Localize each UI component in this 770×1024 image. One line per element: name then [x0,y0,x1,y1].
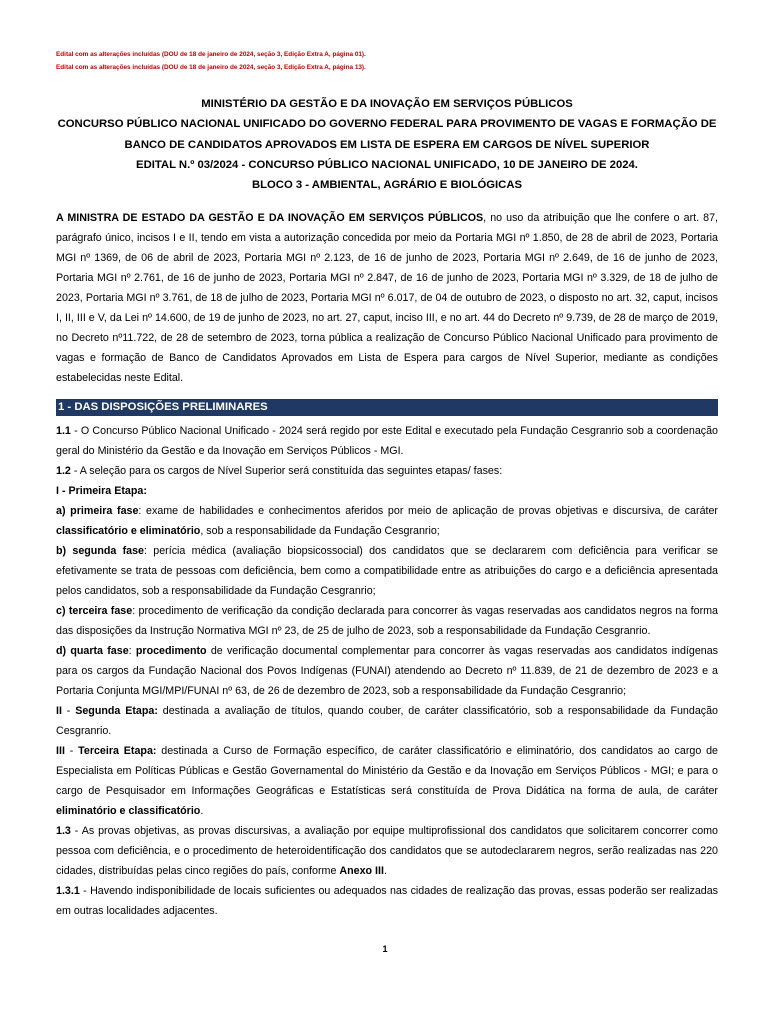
item-a [56,501,718,541]
contest-title: CONCURSO PÚBLICO NACIONAL UNIFICADO DO GOVERNO FEDERAL PARA PROVIMENTO DE VAGAS E FORMAÇÃO DE BANCO DE CANDIDATOS APROVADOS EM LISTA DE ESPERA EM CARGOS DE NÍVEL SUPERIOR [57,118,717,151]
item-c [56,601,718,641]
page-number: 1 [382,944,388,954]
emphasis: eliminatório e classificatório [56,805,201,818]
intro-text: , no uso da atribuição que lhe confere o art. 87, parágrafo único, incisos I e II, tendo em vista a autorização concedida por meio da Portaria MGI nº 1.850, de 28 de abril de 2023, Portaria MGI nº 1369, de 06 de abril de 2023, Portaria MGI nº 2.123, de 16 de junho de 2023, Portaria MGI nº 2.649, de 16 de junho de 2023, Portaria MGI nº 2.761, de 16 de junho de 2023, Portaria MGI nº 2.847, de 16 de junho de 2023, Portaria MGI nº 3.329, de 18 de julho de 2023, Portaria MGI nº 3.761, de 18 de julho de 2023, Portaria MGI nº 6.017, de 04 de outubro de 2023, o disposto no art. 32, caput, incisos I, II, III e V, da Lei nº 14.600, de 19 de junho de 2023, no art. 27, caput, inciso III, e no art. 44 do Decreto nº 9.739, de 28 de março de 2019, no Decreto nº11.722, de 28 de setembro de 2023, torna pública a realização de Concurso Público Nacional Unificado para provimento de vagas e formação de Banco de Candidatos Aprovados em Lista de Espera para cargos de Nível Superior, mediante as condições estabelecidas neste Edital. [56,212,718,385]
emphasis: Anexo III [339,865,384,878]
item-number: 1.3.1 [56,885,80,898]
paragraph-text: - As provas objetivas, as provas discursivas, a avaliação por equipe multiprofissional dos candidatos que solicitarem concorrer como pessoa com deficiência, e o procedimento de heteroidentificação dos candidatos que se autodeclararem negros, serão realizadas nas 220 cidades, distribuídas pelas cinco regiões do país, conforme [56,825,718,878]
paragraph-text: . [200,805,204,818]
item-number: 1.2 [56,465,71,478]
paragraph-text: - A seleção para os cargos de Nível Superior será constituída das seguintes etapas/ fases: [70,465,503,478]
ministry-title: MINISTÉRIO DA GESTÃO E DA INOVAÇÃO EM SERVIÇOS PÚBLICOS [201,98,573,110]
item-d [56,641,718,701]
edit-note: Edital com as alterações incluídas (DOU de 18 de janeiro de 2024, seção 3, Edição Extra A, página 01). [56,51,366,58]
paragraph-text: destinada a Curso de Formação específico, de caráter classificatório e eliminatório, dos candidatos ao cargo de Especialista em Políticas Públicas e Gestão Governamental do Ministério da Gestão e da Inovação em Serviços Públicos - MGI; e para o cargo de Pesquisador em Informações Geográficas e Estatísticas será constituída de Prova Didática na forma de aula, de caráter [56,745,718,798]
paragraph-1-3 [56,821,718,881]
item-label: c) terceira fase [56,605,133,618]
item-number: II [56,705,62,718]
paragraph-text: de verificação documental complementar para concorrer às vagas reservadas aos candidatos indígenas para os cargos da Fundação Nacional dos Povos Indígenas (FUNAI) atendendo ao Decreto nº 11.839, de 21 de dezembro de 2023 e a Portaria Conjunta MGI/MPI/FUNAI nº 63, de 26 de dezembro de 2023, sob a responsabilidade da Fundação Cesgranrio; [56,645,718,698]
item-b [56,541,718,601]
separator: - [64,745,79,758]
etapa-label: Segunda Etapa: [75,705,158,718]
edit-note: Edital com as alterações incluídas (DOU de 18 de janeiro de 2024, seção 3, Edição Extra A, página 13). [56,64,366,71]
paragraph-1-1 [56,421,718,461]
item-number: 1.1 [56,425,71,438]
etapa-2 [56,701,718,741]
intro-bold: A MINISTRA DE ESTADO DA GESTÃO E DA INOVAÇÃO EM SERVIÇOS PÚBLICOS [56,212,484,225]
item-label: b) segunda fase [56,545,145,558]
edit-notes [56,48,718,74]
section-heading: 1 - DAS DISPOSIÇÕES PRELIMINARES [56,399,718,416]
paragraph-1-3-1 [56,881,718,921]
document-header [56,94,718,195]
paragraph-text: : procedimento de verificação da condição declarada para concorrer às vagas reservadas aos candidatos negros na forma das disposições da Instrução Normativa MGI nº 23, de 25 de julho de 2023, sob a responsabilidade da Fundação Cesgranrio. [56,605,718,638]
paragraph-text: : exame de habilidades e conhecimentos aferidos por meio de aplicação de provas objetivas e discursiva, de caráter [138,505,718,518]
edital-title: EDITAL N.º 03/2024 - CONCURSO PÚBLICO NACIONAL UNIFICADO, 10 DE JANEIRO DE 2024. [136,158,638,171]
etapa-3 [56,741,718,821]
item-number: III [56,745,65,758]
paragraph-1-2 [56,461,718,481]
separator: - [61,705,76,718]
document-page [56,48,718,921]
etapa-1-heading [56,481,718,501]
paragraph-text: , sob a responsabilidade da Fundação Cesgranrio; [200,525,440,538]
etapa-label: Terceira Etapa: [78,745,157,758]
item-label: d) quarta fase [56,645,129,658]
bloco-title: BLOCO 3 - AMBIENTAL, AGRÁRIO E BIOLÓGICAS [251,179,523,192]
paragraph-text: - Havendo indisponibilidade de locais suficientes ou adequados nas cidades de realização das provas, essas poderão ser realizadas em outras localidades adjacentes. [56,885,718,918]
item-number: 1.3 [56,825,71,838]
paragraph-text: - O Concurso Público Nacional Unificado - 2024 será regido por este Edital e executado pela Fundação Cesgranrio sob a coordenação geral do Ministério da Gestão e da Inovação em Serviços Públicos - MGI. [56,425,718,458]
item-label: a) primeira fase [56,505,139,518]
emphasis: classificatório e eliminatório [56,525,201,538]
paragraph-text: . [383,865,387,878]
emphasis: procedimento [135,645,207,658]
intro-paragraph [56,208,718,388]
paragraph-text: : perícia médica (avaliação biopsicossocial) dos candidatos que se declararem com deficiência para verificar se efetivamente se trata de pessoas com deficiência, bem como a compatibilidade entre as atribuições do cargo e a deficiência apresentada pelos candidatos, sob a responsabilidade da Fundação Cesgranrio; [56,545,718,598]
paragraph-text: destinada a avaliação de títulos, quando couber, de caráter classificatório, sob a responsabilidade da Fundação Cesgranrio. [56,705,718,738]
etapa-label: I - Primeira Etapa: [56,485,147,498]
separator: : [128,645,136,658]
